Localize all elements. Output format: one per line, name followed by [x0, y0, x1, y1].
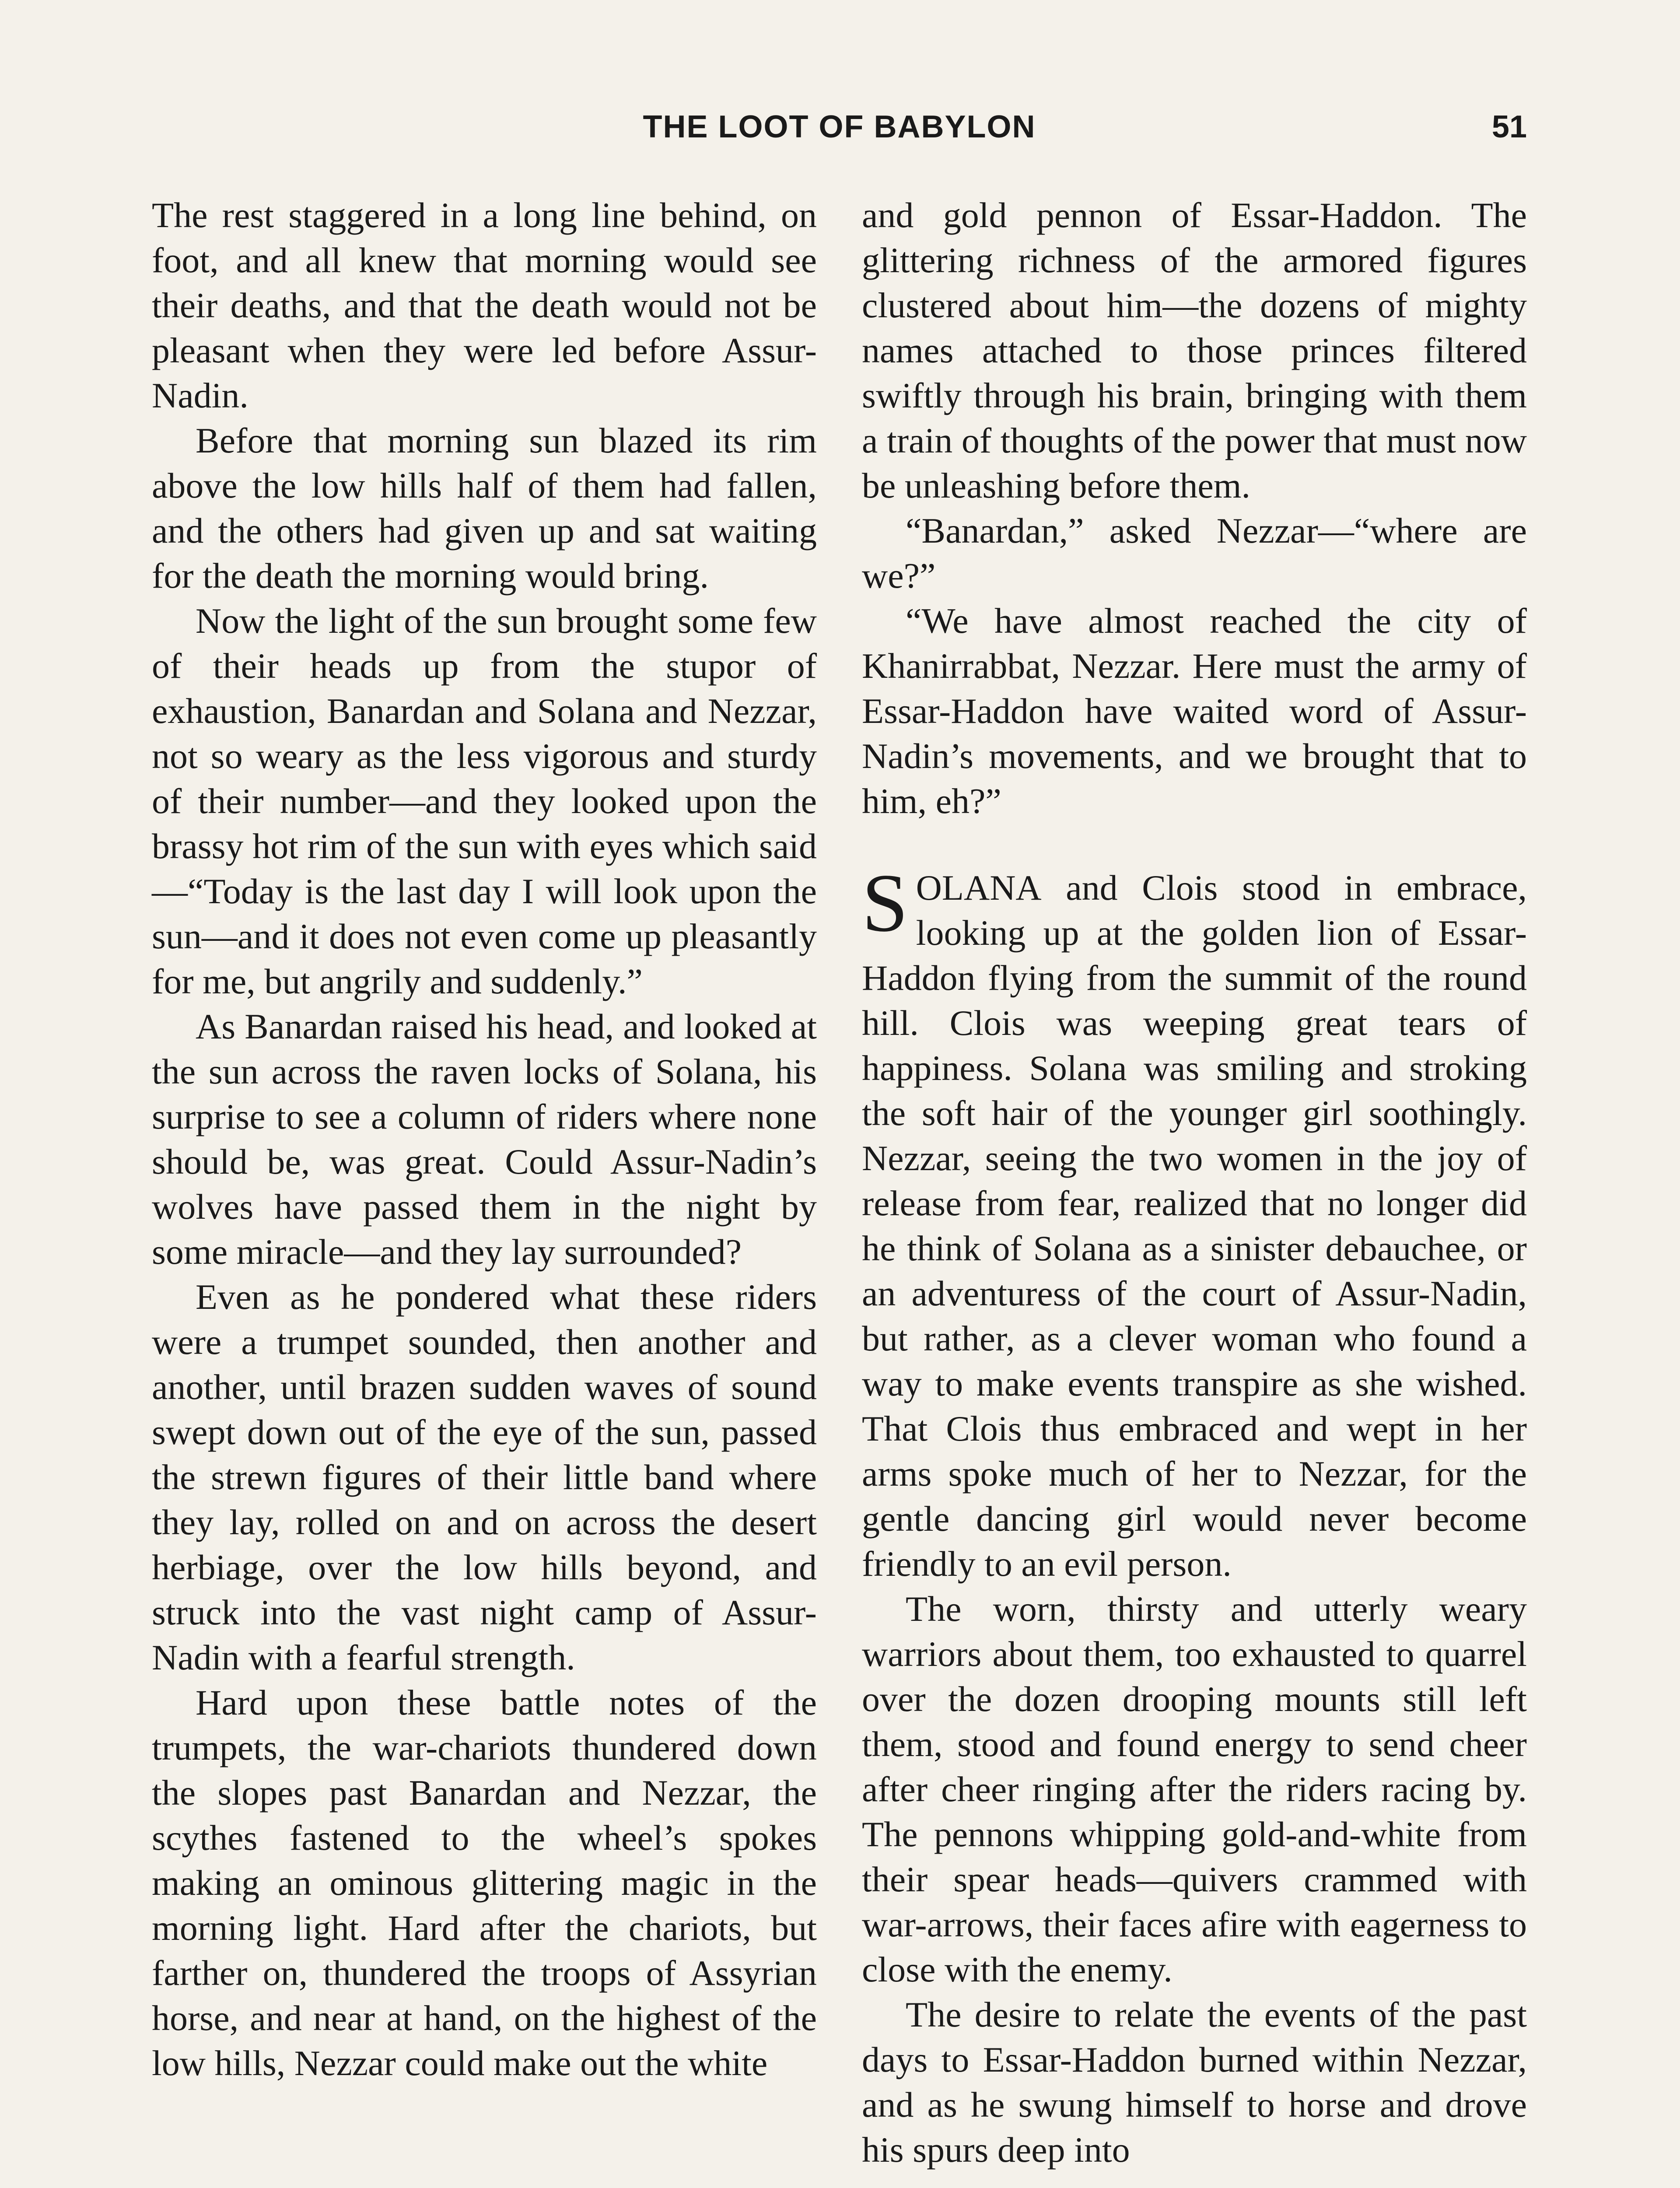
paragraph: As Banardan raised his head, and looked at the sun across the raven locks of Solana, his surprise to see a column of riders where none should be, was great. Could Assur-Nadin’s wolves have passed them in the night by some miracle—and they lay surrounded?: [152, 1006, 817, 1272]
paragraph-text: and Clois stood in embrace, looking up at the golden lion of Essar-Haddon flying from the summit of the round hill. Clois was weeping great tears of happiness. Solana was smiling and stroking the soft hair of the younger girl soothingly. Nezzar, seeing the two women in the joy of release from fear, realized that no longer did he think of Solana as a sinister debauchee, or an adventuress of the court of Assur-Nadin, but rather, as a clever woman who found a way to make events transpire as she wished. That Clois thus embraced and wept in her arms spoke much of her to Nezzar, for the gentle dancing girl would never become friendly to an evil person.: [862, 868, 1527, 1584]
paragraph: “Banardan,” asked Nezzar—“where are we?”: [862, 511, 1527, 596]
paragraph: and gold pennon of Essar-Haddon. The glittering richness of the armored figures clustered about him—the dozens of mighty names attached to those princes filtered swiftly through his brain, bringing with them a train of thoughts of the power that must now be unleashing before them.: [862, 195, 1527, 505]
paragraph: The worn, thirsty and utterly weary warriors about them, too exhausted to quarrel over the dozen drooping mounts still left them, stood and found energy to send cheer after cheer ringing after the riders racing by. The pennons whipping gold-and-white from their spear heads—quivers crammed with war-arrows, their faces afire with eagerness to close with the enemy.: [862, 1589, 1527, 1989]
drop-cap: S: [862, 857, 908, 949]
page-header: [152, 101, 1527, 153]
running-title: THE LOOT OF BABYLON: [643, 109, 1036, 144]
section-opening-paragraph: [862, 857, 1527, 1586]
paragraph: The rest staggered in a long line behind, on foot, and all knew that morning would see their deaths, and that the death would not be pleasant when they were led before Assur-Nadin.: [152, 195, 817, 415]
left-column: [152, 193, 817, 2086]
paragraph: Even as he pondered what these riders were a trumpet sounded, then another and another, until brazen sudden waves of sound swept down out of the eye of the sun, passed the strewn figures of their little band where they lay, rolled on and on across the desert herbiage, over the low hills beyond, and struck into the vast night camp of Assur-Nadin with a fearful strength.: [152, 1277, 817, 1677]
page-number: 51: [1491, 109, 1527, 144]
paragraph: Now the light of the sun brought some few of their heads up from the stupor of exhaustion, Banardan and Solana and Nezzar, not so weary as the less vigorous and sturdy of their number—and they looked upon the brassy hot rim of the sun with eyes which said —“Today is the last day I will look upon the sun—and it does not even come up pleasantly for me, but angrily and suddenly.”: [152, 601, 817, 1001]
paragraph: The desire to relate the events of the past days to Essar-Haddon burned within Nezzar, and as he swung himself to horse and drove his spurs deep into: [862, 1995, 1527, 2170]
right-column: [862, 193, 1527, 2172]
small-caps-word: OLANA: [916, 868, 1042, 908]
paragraph: “We have almost reached the city of Khanirrabbat, Nezzar. Here must the army of Essar-Haddon have waited word of Assur-Nadin’s movements, and we brought that to him, eh?”: [862, 601, 1527, 821]
text-columns: [152, 193, 1527, 2188]
paragraph: Before that morning sun blazed its rim above the low hills half of them had fallen, and the others had given up and sat waiting for the death the morning would bring.: [152, 421, 817, 596]
paragraph: Hard upon these battle notes of the trumpets, the war-chariots thundered down the slopes past Banardan and Nezzar, the scythes fastened to the wheel’s spokes making an ominous glittering magic in the morning light. Hard after the chariots, but farther on, thundered the troops of Assyrian horse, and near at hand, on the highest of the low hills, Nezzar could make out the white: [152, 1683, 817, 2083]
